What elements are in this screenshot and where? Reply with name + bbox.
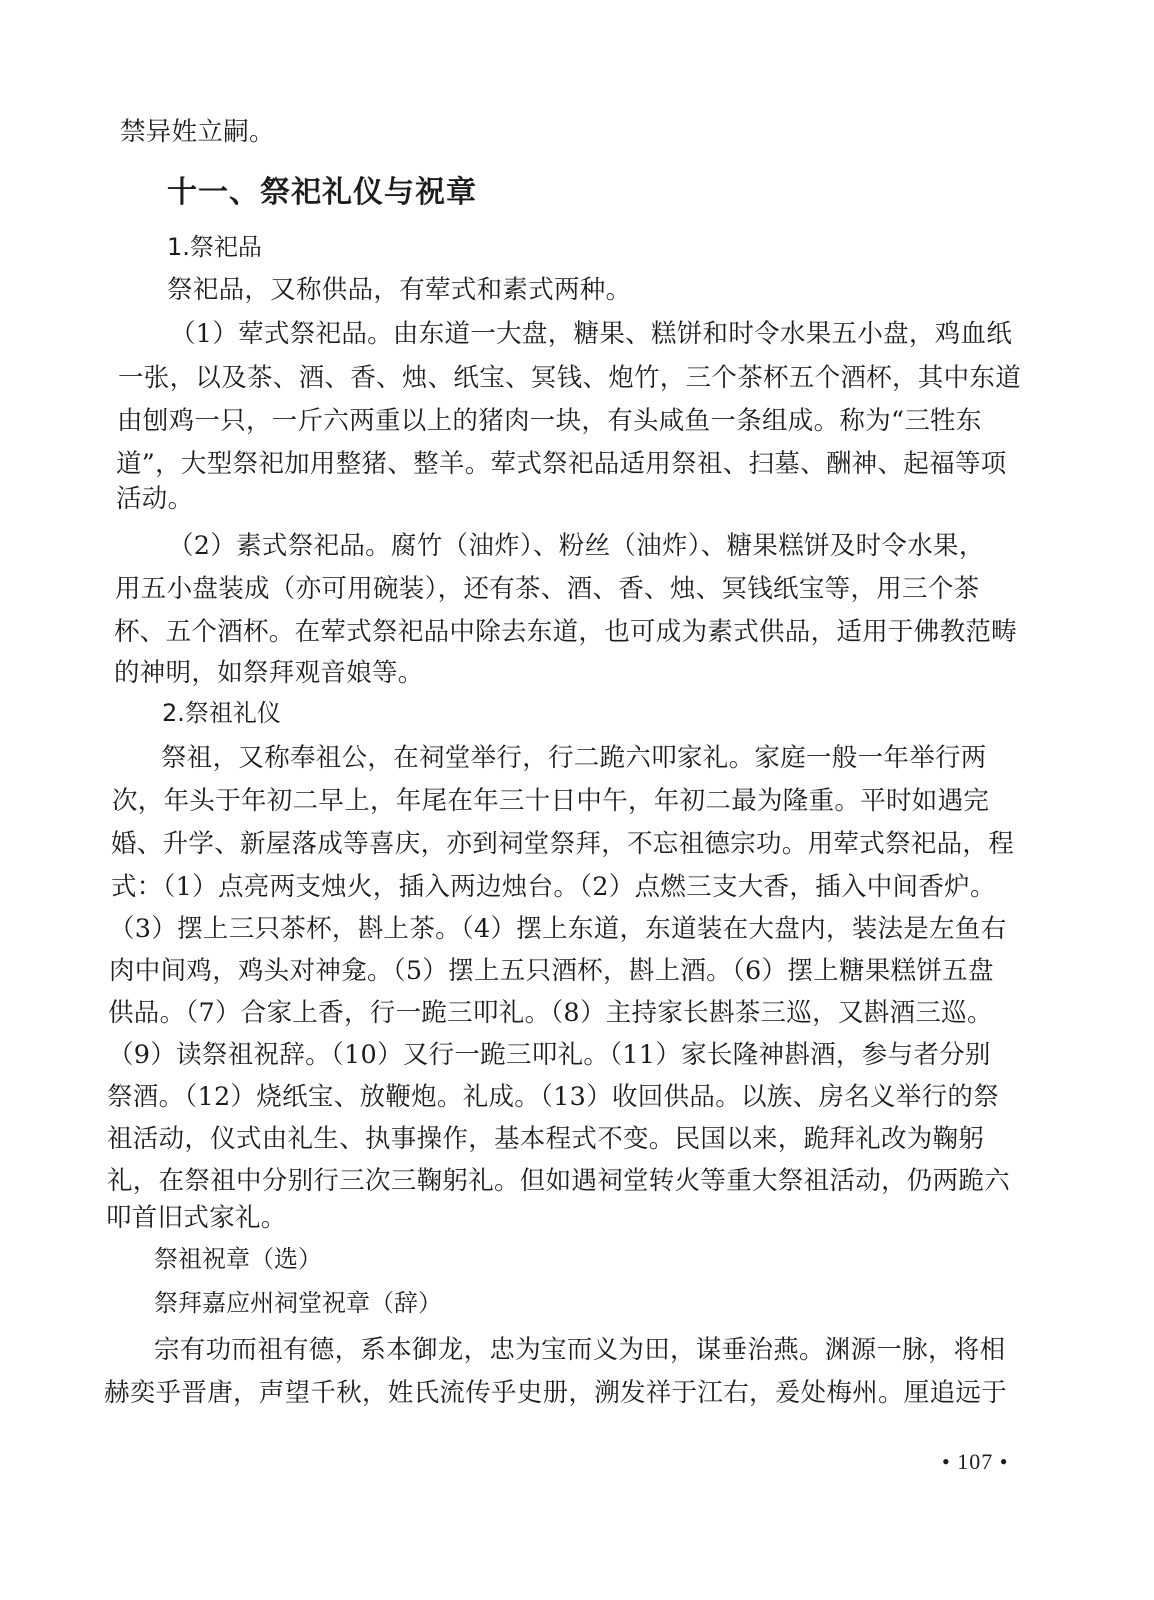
text-line: 肉中间鸡，鸡头对神龛。（5）摆上五只酒杯，斟上酒。（6）摆上糖果糕饼五盘 <box>109 956 994 986</box>
text-line: 供品。（7）合家上香，行一跪三叩礼。（8）主持家长斟茶三巡，又斟酒三巡。 <box>108 998 993 1028</box>
text-line: 宗有功而祖有德，系本御龙，忠为宝而义为田，谋垂治燕。渊源一脉，将相 <box>154 1335 1006 1365</box>
page-number: • 107 • <box>942 1449 1009 1474</box>
text-line: 祭祖，又称奉祖公，在祠堂举行，行二跪六叩家礼。家庭一般一年举行两 <box>161 743 987 773</box>
subheading-jiaying-prayer: 祭拜嘉应州祠堂祝章（辞） <box>154 1289 442 1317</box>
text-line: 次，年头于年初二早上，年尾在年三十日中午，年初二最为隆重。平时如遇完 <box>112 786 990 816</box>
text-line: 式：（1）点亮两支烛火，插入两边烛台。（2）点燃三支大香，插入中间香炉。 <box>111 872 996 902</box>
text-line: （2）素式祭祀品。腐竹（油炸）、粉丝（油炸）、糖果糕饼及时令水果， <box>168 531 985 561</box>
text-line: 杯、五个酒杯。在荤式祭祀品中除去东道，也可成为素式供品，适用于佛教范畴 <box>114 617 1018 647</box>
text-line: （3）摆上三只茶杯，斟上茶。（4）摆上东道，东道装在大盘内，装法是左鱼右 <box>109 914 1007 944</box>
text-line: 禁异姓立嗣。 <box>120 117 275 147</box>
text-line: 由刨鸡一只，一斤六两重以上的猪肉一块，有头咸鱼一条组成。称为“三牲东 <box>117 406 982 436</box>
text-line: 婚、升学、新屋落成等喜庆，亦到祠堂祭拜，不忘祖德宗功。用荤式祭祀品，程 <box>111 829 1015 859</box>
text-line: 用五小盘装成（亦可用碗装），还有茶、酒、香、烛、冥钱纸宝等，用三个茶 <box>115 574 980 604</box>
text-line: 的神明，如祭拜观音娘等。 <box>114 658 424 688</box>
subheading-offerings: 1.祭祀品 <box>167 233 262 261</box>
text-line: 赫奕乎晋唐，声望千秋，姓氏流传乎史册，溯发祥于江右，爰处梅州。厘追远于 <box>104 1378 1008 1408</box>
text-line: 活动。 <box>116 484 194 514</box>
text-line: （1）荤式祭祀品。由东道一大盘，糖果、糕饼和时令水果五小盘，鸡血纸 <box>170 319 1013 349</box>
text-line: 道”，大型祭祀加用整猪、整羊。荤式祭祀品适用祭祖、扫墓、酬神、起福等项 <box>116 449 1007 479</box>
text-line: 一张，以及茶、酒、香、烛、纸宝、冥钱、炮竹，三个茶杯五个酒杯，其中东道 <box>118 363 1022 393</box>
text-line: 祖活动，仪式由礼生、执事操作，基本程式不变。民国以来，跪拜礼改为鞠躬 <box>107 1124 985 1154</box>
subheading-ancestral-prayers: 祭祖祝章（选） <box>154 1245 322 1273</box>
text-line: 礼，在祭祖中分别行三次三鞠躬礼。但如遇祠堂转火等重大祭祖活动，仍两跪六 <box>107 1166 1011 1196</box>
text-line: 叩首旧式家礼。 <box>106 1203 287 1233</box>
section-heading: 十一、祭祀礼仪与祝章 <box>167 175 477 210</box>
text-line: 祭酒。（12）烧纸宝、放鞭炮。礼成。（13）收回供品。以族、房名义举行的祭 <box>107 1082 999 1112</box>
text-line: （9）读祭祖祝辞。（10）又行一跪三叩礼。（11）家长隆神斟酒，参与者分别 <box>108 1040 991 1070</box>
subheading-ancestor-rites: 2.祭祖礼仪 <box>162 699 281 727</box>
text-line: 祭祀品，又称供品，有荤式和素式两种。 <box>167 275 632 305</box>
